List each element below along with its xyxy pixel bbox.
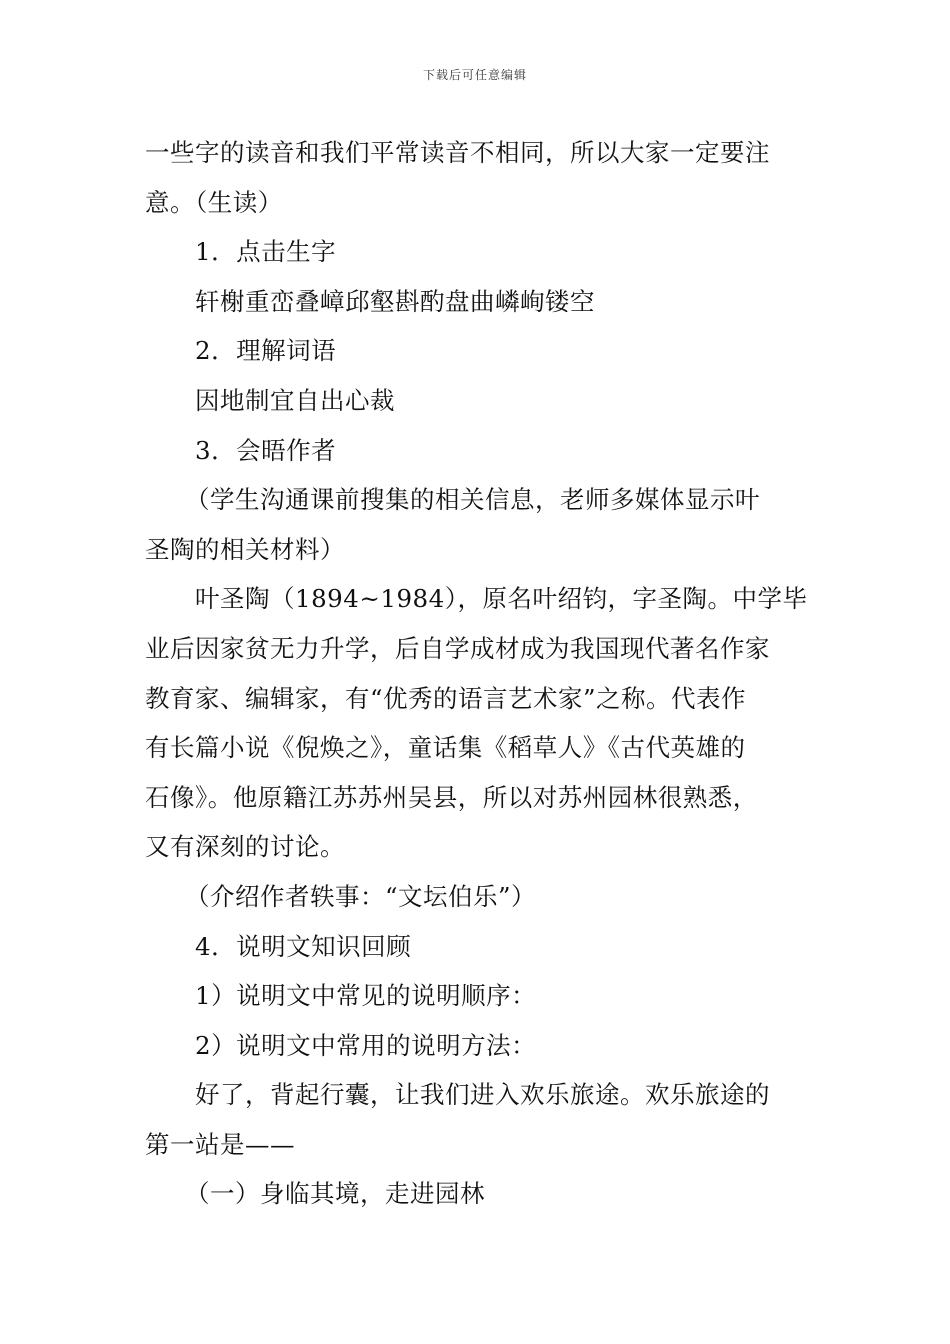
author-bio-line-3: 教育家、编辑家，有“优秀的语言艺术家”之称。代表作 xyxy=(145,683,747,713)
part-heading-1: （一）身临其境，走进园林 xyxy=(185,1179,485,1209)
section-heading-1: 1．点击生字 xyxy=(195,237,337,267)
sub-item-1: 1）说明文中常见的说明顺序： xyxy=(195,981,537,1011)
author-bio-line-6: 又有深刻的讨论。 xyxy=(145,832,345,862)
activity-note-line-2: 圣陶的相关材料） xyxy=(145,534,345,564)
document-body xyxy=(145,128,820,1219)
author-bio-line-5: 石像》。他原籍江苏苏州吴县，所以对苏州园林很熟悉， xyxy=(145,782,758,812)
section-heading-4: 4．说明文知识回顾 xyxy=(195,931,412,961)
page-header: 下载后可任意编辑 xyxy=(422,68,527,82)
sub-item-2: 2）说明文中常用的说明方法： xyxy=(195,1030,537,1060)
section-heading-2: 2．理解词语 xyxy=(195,336,337,366)
transition-line-1: 好了，背起行囊，让我们进入欢乐旅途。欢乐旅途的 xyxy=(195,1080,770,1110)
anecdote-note: （介绍作者轶事：“文坛伯乐”） xyxy=(185,881,537,911)
new-words-list: 轩榭重峦叠嶂邱壑斟酌盘曲嶙峋镂空 xyxy=(195,286,595,316)
paragraph-line-1: 一些字的读音和我们平常读音不相同，所以大家一定要注 xyxy=(145,138,770,167)
vocabulary-list: 因地制宜自出心裁 xyxy=(195,385,395,415)
author-bio-line-1: 叶圣陶（1894~1984），原名叶绍钧，字圣陶。中学毕 xyxy=(195,584,808,614)
author-bio-line-2: 业后因家贫无力升学，后自学成材成为我国现代著名作家 xyxy=(145,633,770,663)
paragraph-line-2: 意。（生读） xyxy=(145,187,283,217)
transition-line-2: 第一站是—— xyxy=(145,1129,295,1159)
activity-note-line-1: （学生沟通课前搜集的相关信息，老师多媒体显示叶 xyxy=(185,485,760,515)
section-heading-3: 3．会晤作者 xyxy=(195,435,337,465)
author-bio-line-4: 有长篇小说《倪焕之》，童话集《稻草人》《古代英雄的 xyxy=(145,733,746,763)
